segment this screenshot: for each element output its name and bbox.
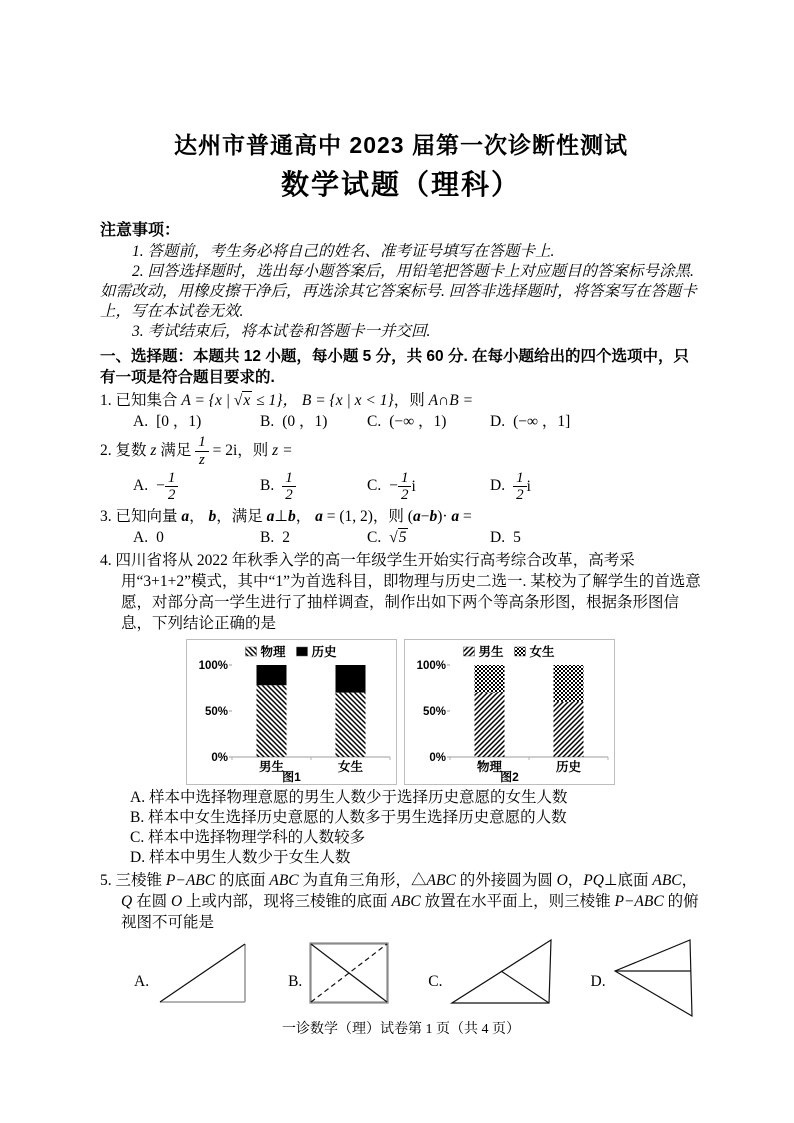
radicand: 5 — [398, 529, 407, 547]
q2-text-1: 2. 复数 — [100, 441, 151, 459]
q2-text-3: ，则 — [237, 441, 273, 459]
legend-label: 男生 — [478, 645, 504, 660]
q4-option-D: D. 样本中男生人数少于女生人数 — [130, 849, 351, 867]
triangle-ABC: ABC — [426, 872, 456, 890]
q5-text-2: 的底面 — [215, 872, 270, 890]
sqrt-expression — [234, 391, 252, 409]
chart-title: 图1 — [282, 770, 301, 785]
q4-charts-row — [186, 639, 702, 785]
y-axis-tick-label: 50% — [204, 706, 228, 719]
legend-label: 历史 — [311, 645, 337, 660]
option-label-A: A. — [133, 477, 149, 495]
chart-figure-2 — [404, 639, 615, 785]
legend-swatch — [515, 647, 526, 656]
fraction-denominator: 2 — [398, 486, 412, 504]
q1-option-A-value: [0 ，1) — [156, 413, 202, 430]
q2-text-2: 满足 — [156, 441, 196, 459]
notice-heading: 注意事项： — [100, 222, 181, 239]
q1-math-3: A∩B = — [428, 392, 474, 409]
q3-option-C — [367, 528, 490, 548]
stacked-bar-chart-2 — [405, 640, 614, 784]
imaginary-unit: i — [526, 477, 531, 495]
q5-text-3: 为直角三角形，△ — [298, 872, 427, 890]
vector-a: a — [266, 508, 275, 526]
figure-D-label: D. — [590, 973, 606, 991]
q1-option-B — [260, 412, 367, 432]
radicand: x — [243, 392, 251, 409]
question-2-options — [133, 470, 702, 505]
x-axis-category-label: 男生 — [258, 760, 285, 775]
figure-B-label: B. — [288, 973, 303, 991]
q1-math-1: A = {x | — [181, 392, 234, 409]
question-4-options — [100, 788, 702, 868]
triangle-ABC: ABC — [652, 872, 682, 890]
q4-option-B: B. 样本中女生选择历史意愿的人数多于男生选择历史意愿的人数 — [130, 809, 567, 827]
legend-label: 物理 — [260, 645, 286, 660]
fraction-numerator: 1 — [400, 469, 409, 486]
stacked-bar-chart-1 — [187, 640, 396, 784]
vector-a: a — [181, 508, 190, 526]
y-axis-tick-label: 0% — [211, 752, 228, 765]
minus-sign: − — [389, 476, 398, 494]
fraction-numerator: 1 — [198, 434, 206, 450]
figure-C-label: C. — [428, 973, 443, 991]
option-label-C: C. — [367, 413, 382, 430]
triangle-ABC: ABC — [391, 893, 421, 911]
bar-segment-女生-历史 — [554, 665, 584, 702]
option-label-D: D. — [490, 477, 506, 495]
question-3-stem — [100, 506, 702, 527]
question-1-stem — [100, 390, 702, 411]
vector-a: a — [451, 508, 460, 526]
triangle-ABC: ABC — [269, 872, 299, 890]
q1-option-D-value: (−∞ ，1] — [513, 413, 571, 430]
question-3-options — [133, 528, 702, 548]
q2-math-3: z = — [272, 441, 293, 459]
figure-A-right-triangle — [156, 941, 248, 1005]
q5-text-10: 放置在水平面上，则三棱锥 — [420, 893, 615, 911]
bar-segment-历史-女生 — [336, 665, 366, 693]
option-label-C: C. — [367, 477, 382, 495]
bar-segment-历史-男生 — [257, 665, 287, 685]
dot-product-symbol: )· — [437, 508, 452, 526]
y-axis-tick-label: 100% — [198, 660, 228, 673]
q5-text-9: 上或内部，现将三棱锥的底面 — [182, 893, 392, 911]
q2-option-C — [367, 470, 490, 505]
fraction — [513, 470, 527, 505]
q1-option-D — [490, 412, 702, 432]
chart-title: 图2 — [500, 770, 519, 785]
q1-math-2: ≤ 1}， B = {x | x < 1} — [252, 392, 394, 409]
fraction — [165, 470, 179, 505]
notice-item-1: 1. 答题前，考生务必将自己的姓名、准考证号填写在答题卡上. — [132, 243, 555, 260]
figure-B-rectangle-with-diagonals — [309, 942, 390, 1005]
fraction-denominator: 2 — [165, 486, 179, 504]
option-label-B: B. — [260, 413, 275, 430]
vector-b: b — [208, 508, 217, 526]
fraction-denominator: 2 — [513, 486, 527, 504]
q2-option-B — [260, 470, 367, 505]
option-label-C: C. — [367, 529, 382, 547]
vector-a: a — [412, 508, 421, 526]
section-1-header: 一、选择题：本题共 12 小题，每小题 5 分，共 60 分. 在每小题给出的四个选项中，只有一项是符合题目要求的. — [100, 348, 690, 386]
q3-option-C-value — [389, 528, 408, 546]
fraction-numerator: 1 — [167, 469, 176, 486]
option-label-D: D. — [490, 413, 506, 430]
notice-item-2: 2. 回答选择题时，选出每小题答案后，用铅笔把答题卡上对应题目的答案标号涂黑. 如需改动，用橡皮擦干净后，再选涂其它答案标号. 回答非选择题时，将答案写在答题卡上，写在本试卷无效. — [100, 263, 697, 320]
bar-segment-男生-物理 — [475, 693, 505, 757]
minus-sign: − — [420, 508, 430, 526]
fraction-1-over-z — [195, 434, 209, 469]
y-axis-tick-label: 50% — [422, 706, 446, 719]
q3-option-D-value: 5 — [513, 529, 521, 547]
option-label-A: A. — [133, 529, 149, 547]
segment-PQ: PQ — [583, 872, 604, 890]
fraction-numerator: 1 — [285, 469, 293, 486]
figure-C-triangle-with-cevian — [450, 938, 553, 1005]
notice-item-3: 3. 考试结束后，将本试卷和答题卡一并交回. — [132, 323, 431, 340]
q1-option-B-value: (0 ，1) — [282, 413, 328, 430]
bar-segment-男生-历史 — [554, 702, 584, 757]
pyramid-P-ABC: P−ABC — [614, 893, 664, 911]
q2-option-D — [490, 470, 702, 505]
q1-option-C — [367, 412, 490, 432]
perpendicular-symbol: ⊥ — [274, 508, 288, 526]
option-label-B: B. — [260, 477, 275, 495]
q3-text-4: ， — [295, 508, 316, 526]
q3-text-1: 3. 已知向量 — [100, 508, 182, 526]
legend-swatch — [246, 647, 257, 656]
q2-math-1: z — [150, 441, 157, 459]
q5-text-1: 5. 三棱锥 — [100, 872, 166, 890]
fraction-denominator: 2 — [282, 486, 296, 504]
fraction-numerator: 1 — [516, 469, 524, 486]
question-2-stem — [100, 434, 702, 469]
bar-segment-物理-男生 — [257, 685, 287, 757]
q3-option-D — [490, 528, 702, 548]
chart-figure-1 — [186, 639, 397, 785]
q4-option-C: C. 样本中选择物理学科的人数较多 — [130, 829, 366, 847]
equals-sign: = — [459, 508, 472, 526]
fraction-denominator: z — [195, 451, 209, 469]
q3-text-2: ， — [189, 508, 209, 526]
q4-option-A: A. 样本中选择物理意愿的男生人数少于选择历史意愿的女生人数 — [130, 789, 568, 807]
circle-O: O — [170, 893, 183, 911]
q1-text-1: 1. 已知集合 — [100, 392, 182, 409]
exam-title: 达州市普通高中 2023 届第一次诊断性测试 — [174, 132, 628, 158]
circle-O: O — [556, 872, 568, 890]
exam-subtitle: 数学试题（理科） — [280, 169, 521, 200]
legend-swatch — [464, 647, 475, 656]
y-axis-tick-label: 0% — [429, 752, 446, 765]
q3-option-A-value: 0 — [156, 529, 164, 547]
radical-sign: √ — [233, 392, 243, 409]
imaginary-unit: i — [411, 477, 416, 495]
x-axis-category-label: 历史 — [555, 760, 582, 775]
q3-text-3: ，满足 — [216, 508, 267, 526]
q3-text-5: ，则 ( — [372, 508, 413, 526]
q1-option-A — [133, 412, 260, 432]
q1-option-C-value: (−∞ ，1) — [389, 413, 447, 430]
vector-b: b — [429, 508, 438, 526]
q3-math-1: = (1, 2) — [322, 508, 373, 526]
option-label-A: A. — [133, 413, 149, 430]
q5-text-4: 的外接圆为圆 — [455, 872, 557, 890]
bar-segment-女生-物理 — [475, 665, 505, 693]
q2-option-A — [133, 470, 260, 505]
q1-text-2: ，则 — [393, 392, 429, 409]
notice-section — [100, 220, 702, 342]
option-label-B: B. — [260, 529, 275, 547]
vector-b: b — [287, 508, 296, 526]
q2-math-2: = 2i — [208, 441, 238, 459]
q5-text-5: ， — [567, 872, 584, 890]
minus-sign: − — [156, 476, 165, 494]
x-axis-category-label: 物理 — [476, 760, 503, 775]
fraction — [282, 470, 296, 505]
y-axis-tick-label: 100% — [416, 660, 446, 673]
fraction — [398, 470, 412, 505]
figure-D-two-triangles — [613, 938, 695, 1018]
legend-swatch — [297, 647, 308, 656]
point-Q: Q — [121, 893, 133, 911]
q5-text-6: ⊥底面 — [603, 872, 653, 890]
question-4-stem: 4. 四川省将从 2022 年秋季入学的高一年级学生开始实行高考综合改革，高考采用“3+1+2”模式，其中“1”为首选科目，即物理与历史二选一. 某校为了解学生的首选意愿，对部分高一学生进行了抽样调查，制作出如下两个等高条形图，根据条形图信息，下列结论正确的是 — [100, 552, 701, 633]
figure-A-label: A. — [134, 973, 150, 991]
q3-option-A — [133, 528, 260, 548]
page-footer: 一诊数学（理）试卷第 1 页（共 4 页） — [282, 1022, 520, 1038]
radical-sign: √ — [389, 529, 398, 547]
legend-label: 女生 — [529, 645, 555, 660]
q5-text-11: 的俯视图不可能是 — [121, 893, 699, 932]
vector-a: a — [315, 508, 323, 526]
q5-text-7: ， — [681, 872, 698, 890]
question-1-options — [133, 412, 702, 432]
option-label-D: D. — [490, 529, 506, 547]
q5-text-8: 在圆 — [132, 893, 171, 911]
pyramid-P-ABC: P−ABC — [165, 872, 216, 890]
q3-option-B — [260, 528, 367, 548]
bar-segment-物理-女生 — [336, 693, 366, 757]
x-axis-category-label: 女生 — [337, 760, 364, 775]
q3-option-B-value: 2 — [282, 529, 290, 547]
